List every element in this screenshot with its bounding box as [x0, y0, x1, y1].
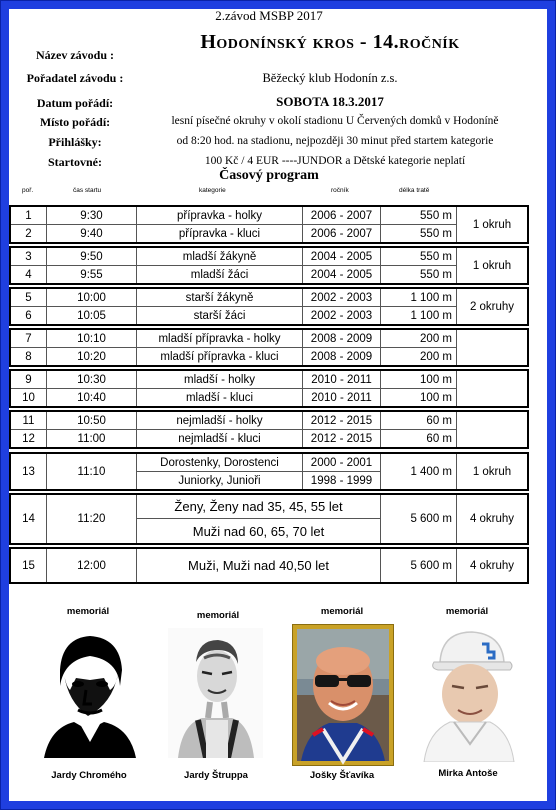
row-category: mladší - holky	[137, 371, 303, 389]
portrait-color-icon	[293, 625, 393, 765]
portrait-runner-icon	[168, 628, 263, 758]
group-6	[9, 410, 529, 449]
row-category: mladší přípravka - kluci	[137, 348, 303, 365]
row-no: 12	[11, 430, 47, 447]
row-no: 2	[11, 225, 47, 242]
row-category: mladší přípravka - holky	[137, 330, 303, 348]
row-category: přípravka - holky	[137, 207, 303, 225]
group-note-empty	[457, 371, 527, 406]
row-no: 15	[11, 549, 47, 582]
row-distance: 550 m	[381, 266, 457, 283]
row-note: 1 okruh	[472, 465, 512, 478]
row-time: 10:30	[47, 371, 137, 389]
group-9	[9, 547, 529, 584]
group-7	[9, 452, 529, 491]
info-organizer: Běžecký klub Hodonín z.s.	[262, 71, 398, 85]
row-no: 3	[11, 248, 47, 266]
row-year: 2010 - 2011	[303, 371, 381, 389]
group-note: 1 okruh	[472, 218, 512, 231]
row-time: 9:50	[47, 248, 137, 266]
row-year: 2008 - 2009	[303, 330, 381, 348]
memorial-name: Mirka Antoše	[438, 768, 498, 779]
row-distance: 550 m	[381, 248, 457, 266]
info-label-date: Datum pořádí:	[36, 96, 114, 110]
row-no: 7	[11, 330, 47, 348]
row-distance: 1 100 m	[381, 307, 457, 324]
row-category: Muži, Muži nad 40,50 let	[137, 549, 381, 582]
memorial-caption-top: memoriál	[66, 606, 110, 617]
row-time: 12:00	[47, 549, 137, 582]
col-header-time: čas startu	[73, 187, 102, 194]
row-year: 2006 - 2007	[303, 207, 381, 225]
group-3	[9, 287, 529, 326]
row-year: 2002 - 2003	[303, 307, 381, 324]
info-fee: 100 Kč / 4 EUR ----JUNDOR a Dětské kategorie neplatí	[204, 155, 466, 167]
info-registration: od 8:20 hod. na stadionu, nejpozději 30 minut před startem kategorie	[176, 135, 494, 147]
group-note-empty	[457, 330, 527, 365]
group-8	[9, 493, 529, 545]
row-category: starší žáci	[137, 307, 303, 324]
row-time: 11:00	[47, 430, 137, 447]
row-year: 2000 - 2001	[303, 454, 381, 472]
row-category: nejmladší - kluci	[137, 430, 303, 447]
row-time: 10:40	[47, 389, 137, 406]
row-category: Muži nad 60, 65, 70 let	[137, 519, 381, 543]
col-header-category: kategorie	[199, 187, 226, 194]
row-note: 4 okruhy	[469, 513, 515, 525]
row-category: nejmladší - holky	[137, 412, 303, 430]
portrait-cap-icon	[418, 622, 518, 762]
row-year: 2004 - 2005	[303, 248, 381, 266]
group-4	[9, 328, 529, 367]
group-2	[9, 246, 529, 285]
row-no: 8	[11, 348, 47, 365]
row-year: 2004 - 2005	[303, 266, 381, 283]
info-label-fee: Startovné:	[48, 155, 102, 169]
memorial-photo-antos	[418, 622, 518, 762]
memorial-name: Jardy Štruppa	[184, 770, 248, 781]
row-time: 11:20	[47, 495, 137, 543]
info-label-registration: Přihlášky:	[48, 135, 102, 149]
row-distance: 60 m	[381, 412, 457, 430]
info-label-organizer: Pořadatel závodu :	[26, 71, 124, 85]
row-no: 11	[11, 412, 47, 430]
row-time: 9:30	[47, 207, 137, 225]
group-note-empty	[457, 412, 527, 447]
row-time: 10:05	[47, 307, 137, 324]
group-1	[9, 205, 529, 244]
schedule-title: Časový program	[219, 168, 319, 183]
row-distance: 200 m	[381, 330, 457, 348]
row-no: 13	[11, 454, 47, 489]
memorial-name: Jardy Chromého	[51, 770, 127, 781]
row-distance: 1 400 m	[381, 454, 457, 489]
info-date: SOBOTA 18.3.2017	[276, 94, 384, 109]
row-time: 10:00	[47, 289, 137, 307]
memorial-caption-top: memoriál	[445, 606, 489, 617]
row-category: mladší žákyně	[137, 248, 303, 266]
memorial-name: Jošky Šťavíka	[309, 770, 375, 781]
row-year: 2012 - 2015	[303, 412, 381, 430]
col-header-year: ročník	[331, 187, 349, 194]
row-category: Ženy, Ženy nad 35, 45, 55 let	[137, 495, 381, 519]
row-year: 2002 - 2003	[303, 289, 381, 307]
race-name: Hodonínský kros - 14.ročník	[200, 31, 460, 53]
row-distance: 100 m	[381, 371, 457, 389]
info-label-race-name: Název závodu :	[36, 48, 114, 62]
memorial-caption-top: memoriál	[320, 606, 364, 617]
row-no: 10	[11, 389, 47, 406]
info-label-place: Místo pořádí:	[39, 115, 111, 129]
schedule-table	[9, 196, 529, 589]
group-note: 1 okruh	[472, 259, 512, 272]
info-place: lesní písečné okruhy v okolí stadionu U Červených domků v Hodoníně	[171, 115, 499, 127]
row-no: 4	[11, 266, 47, 283]
row-no: 1	[11, 207, 47, 225]
row-category: mladší žáci	[137, 266, 303, 283]
row-category: Juniorky, Junioři	[137, 472, 303, 489]
row-time: 10:10	[47, 330, 137, 348]
row-year: 1998 - 1999	[303, 472, 381, 489]
row-category: přípravka - kluci	[137, 225, 303, 242]
row-distance: 200 m	[381, 348, 457, 365]
row-year: 2012 - 2015	[303, 430, 381, 447]
row-category: Dorostenky, Dorostenci	[137, 454, 303, 472]
row-time: 11:10	[47, 454, 137, 489]
row-distance: 5 600 m	[381, 495, 457, 543]
portrait-bw-icon	[38, 630, 140, 758]
memorial-photo-stavik	[292, 624, 394, 766]
row-distance: 550 m	[381, 207, 457, 225]
row-category: mladší - kluci	[137, 389, 303, 406]
memorial-photo-strupp	[168, 628, 263, 758]
row-no: 9	[11, 371, 47, 389]
row-no: 14	[11, 495, 47, 543]
row-time: 9:55	[47, 266, 137, 283]
row-distance: 550 m	[381, 225, 457, 242]
row-no: 6	[11, 307, 47, 324]
memorial-photo-chromy	[38, 630, 140, 758]
row-distance: 100 m	[381, 389, 457, 406]
row-distance: 60 m	[381, 430, 457, 447]
row-time: 10:20	[47, 348, 137, 365]
memorial-caption-top: memoriál	[196, 610, 240, 621]
group-5	[9, 369, 529, 408]
col-header-no: poř.	[22, 187, 34, 194]
row-year: 2008 - 2009	[303, 348, 381, 365]
row-year: 2006 - 2007	[303, 225, 381, 242]
col-header-distance: délka tratě	[399, 187, 430, 194]
row-note: 4 okruhy	[469, 559, 515, 572]
series-title: 2.závod MSBP 2017	[215, 8, 323, 23]
row-year: 2010 - 2011	[303, 389, 381, 406]
row-time: 9:40	[47, 225, 137, 242]
row-time: 10:50	[47, 412, 137, 430]
row-no: 5	[11, 289, 47, 307]
group-note: 2 okruhy	[469, 300, 515, 313]
row-distance: 5 600 m	[381, 549, 457, 582]
row-category: starší žákyně	[137, 289, 303, 307]
row-distance: 1 100 m	[381, 289, 457, 307]
